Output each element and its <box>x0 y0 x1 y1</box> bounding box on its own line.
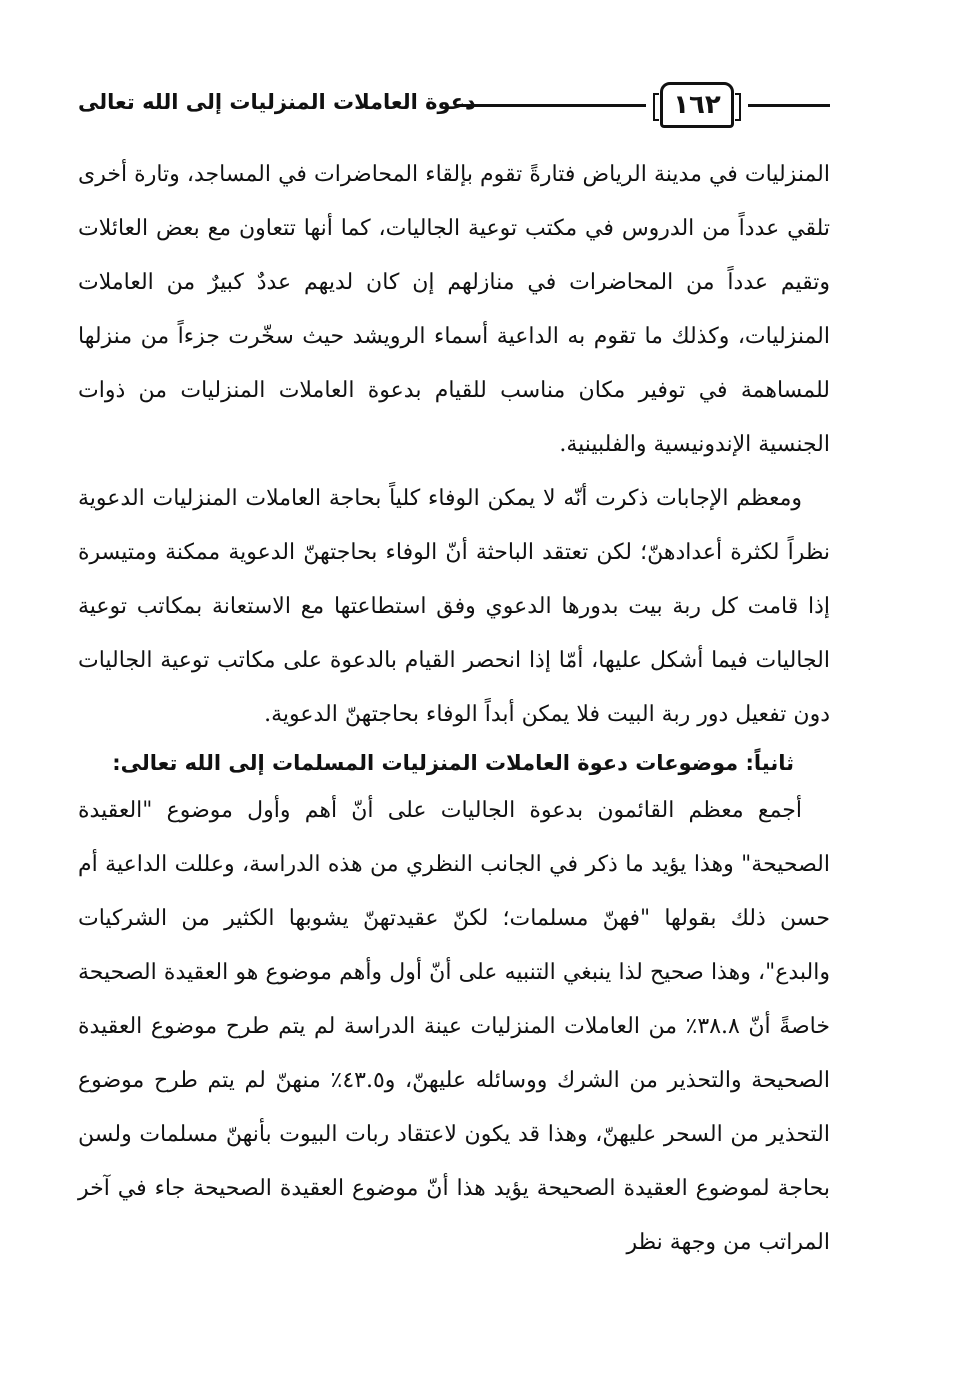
paragraph: أجمع معظم القائمون بدعوة الجاليات على أنّ أهم وأول موضوع "العقيدة الصحيحة" وهذا يؤيد ما ذكر في الجانب النظري من هذه الدراسة، وعللت الداعية أم حسن ذلك بقولها "فهنّ مسلمات؛ لكنّ عقيدتهنّ يشوبها الكثير من الشركيات والبدع"، وهذا صحيح لذا ينبغي التنبيه على أنّ أول وأهم موضوع هو العقيدة الصحيحة خاصةً أنّ ٣٨.٨٪ من العاملات المنزليات عينة الدراسة لم يتم طرح موضوع العقيدة الصحيحة والتحذير من الشرك ووسائله عليهنّ، و٤٣.٥٪ منهنّ لم يتم طرح موضوع التحذير من السحر عليهنّ، وهذا قد يكون لاعتقاد ربات البيوت بأنهنّ مسلمات ولسن بحاجة لموضوع العقيدة الصحيحة يؤيد هذا أنّ موضوع العقيدة الصحيحة جاء في آخر المراتب من وجهة نظر <box>78 798 830 1255</box>
header-rule <box>456 104 646 107</box>
paragraph: ومعظم الإجابات ذكرت أنّه لا يمكن الوفاء كلياً بحاجة العاملات المنزليات الدعوية نظراً لكثرة أعدادهنّ؛ لكن تعتقد الباحثة أنّ الوفاء بحاجتهنّ الدعوية ممكنة ومتيسرة إذا قامت كل ربة بيت بدورها الدعوي وفق استطاعتها مع الاستعانة بمكاتب توعية الجاليات فيما أشكل عليها، أمّا إذا انحصر القيام بالدعوة على مكاتب توعية الجاليات دون تفعيل دور ربة البيت فلا يمكن أبداً الوفاء بحاجتهنّ الدعوية. <box>78 486 830 727</box>
paragraph: المنزليات في مدينة الرياض فتارةً تقوم بإلقاء المحاضرات في المساجد، وتارة أخرى تلقي عدداً من الدروس في مكتب توعية الجاليات، كما أنها تتعاون مع بعض العائلات وتقيم عدداً من المحاضرات في منازلهم إن كان لديهم عددٌ كبيرٌ من العاملات المنزليات، وكذلك ما تقوم به الداعية أسماء الرويشد حيث سخّرت جزءاً من منزلها للمساهمة في توفير مكان مناسب للقيام بدعوة العاملات المنزليات من ذوات الجنسية الإندونيسية والفلبينية. <box>78 162 830 457</box>
running-title: دعوة العاملات المنزليات إلى الله تعالى <box>78 90 476 114</box>
page-body <box>78 148 830 1270</box>
page-header <box>78 82 830 132</box>
section-heading: ثانياً: موضوعات دعوة العاملات المنزليات المسلمات إلى الله تعالى: <box>112 751 794 775</box>
header-rule <box>748 104 830 107</box>
page-number: ١٦٢ <box>660 82 734 128</box>
